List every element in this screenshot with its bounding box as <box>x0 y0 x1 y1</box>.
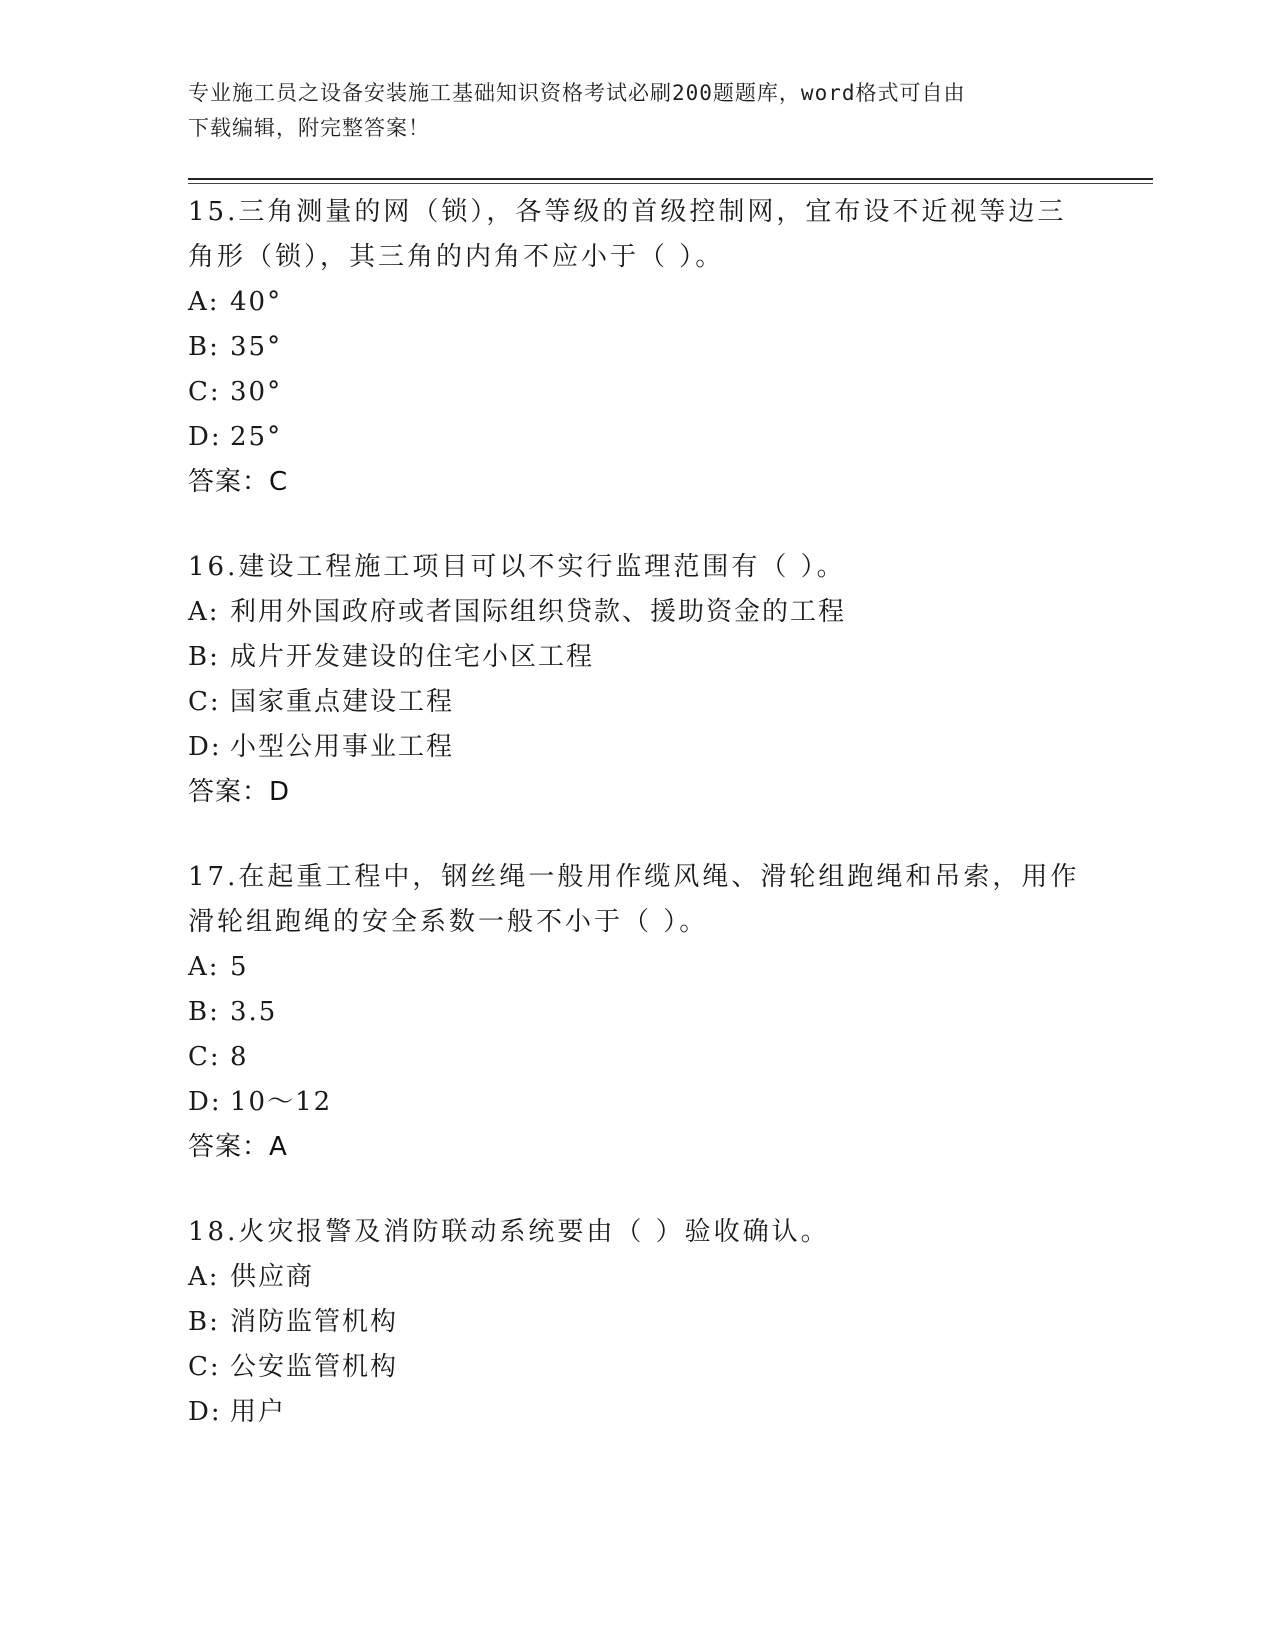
option-d <box>188 1390 1088 1435</box>
question-stem: 17.在起重工程中，钢丝绳一般用作缆风绳、滑轮组跑绳和吊索，用作 <box>188 862 1080 892</box>
option-a <box>188 590 1088 635</box>
option-b <box>188 325 1088 370</box>
option-b <box>188 990 1088 1035</box>
option-text: 35° <box>230 332 283 362</box>
answer-line: 答案：A <box>188 1132 288 1162</box>
option-b <box>188 1300 1088 1345</box>
option-letter: B: <box>188 332 220 362</box>
option-text: 国家重点建设工程 <box>230 687 455 717</box>
option-text: 成片开发建设的住宅小区工程 <box>230 642 595 672</box>
option-c <box>188 680 1088 725</box>
option-letter: A: <box>188 287 220 317</box>
option-text: 3.5 <box>230 997 278 1027</box>
header-line-1: 专业施工员之设备安装施工基础知识资格考试必刷200题题库，word格式可自由 <box>188 81 966 105</box>
question-16 <box>188 545 1088 815</box>
option-letter: C: <box>188 687 221 717</box>
option-text: 公安监管机构 <box>230 1352 399 1382</box>
option-b <box>188 635 1088 680</box>
question-17 <box>188 855 1088 1170</box>
option-text: 小型公用事业工程 <box>230 732 455 762</box>
question-stem: 15.三角测量的网（锁），各等级的首级控制网，宜布设不近视等边三 <box>188 197 1067 227</box>
option-text: 5 <box>230 952 249 982</box>
option-d <box>188 725 1088 770</box>
option-a <box>188 280 1088 325</box>
header-divider-thin <box>188 183 1153 184</box>
option-letter: C: <box>188 1042 221 1072</box>
question-stem-continued: 角形（锁），其三角的内角不应小于（ ）。 <box>188 242 725 272</box>
header-divider-thick <box>188 178 1153 180</box>
option-letter: D: <box>188 1087 222 1117</box>
question-15 <box>188 190 1088 505</box>
header-line-2: 下载编辑，附完整答案！ <box>188 116 430 140</box>
option-text: 30° <box>230 377 283 407</box>
option-letter: D: <box>188 1397 222 1427</box>
option-letter: D: <box>188 422 222 452</box>
option-letter: A: <box>188 952 220 982</box>
option-text: 40° <box>230 287 283 317</box>
option-letter: D: <box>188 732 222 762</box>
question-stem: 18.火灾报警及消防联动系统要由（ ）验收确认。 <box>188 1217 830 1247</box>
option-text: 25° <box>230 422 283 452</box>
option-a <box>188 1255 1088 1300</box>
document-header <box>188 76 1068 146</box>
question-18 <box>188 1210 1088 1435</box>
option-text: 用户 <box>230 1397 287 1427</box>
question-stem: 16.建设工程施工项目可以不实行监理范围有（ ）。 <box>188 552 846 582</box>
option-text: 10～12 <box>230 1087 333 1117</box>
option-letter: C: <box>188 377 221 407</box>
answer-line: 答案：C <box>188 467 289 497</box>
option-a <box>188 945 1088 990</box>
option-text: 利用外国政府或者国际组织贷款、援助资金的工程 <box>230 597 847 627</box>
option-letter: B: <box>188 997 220 1027</box>
option-text: 消防监管机构 <box>230 1307 399 1337</box>
option-letter: B: <box>188 1307 220 1337</box>
option-letter: B: <box>188 642 220 672</box>
option-c <box>188 1035 1088 1080</box>
answer-line: 答案：D <box>188 777 291 807</box>
option-text: 8 <box>230 1042 249 1072</box>
question-list <box>188 190 1088 1475</box>
question-stem-continued: 滑轮组跑绳的安全系数一般不小于（ ）。 <box>188 907 709 937</box>
option-letter: C: <box>188 1352 221 1382</box>
option-letter: A: <box>188 597 220 627</box>
option-d <box>188 415 1088 460</box>
option-d <box>188 1080 1088 1125</box>
option-letter: A: <box>188 1262 220 1292</box>
option-c <box>188 370 1088 415</box>
option-c <box>188 1345 1088 1390</box>
option-text: 供应商 <box>230 1262 315 1292</box>
